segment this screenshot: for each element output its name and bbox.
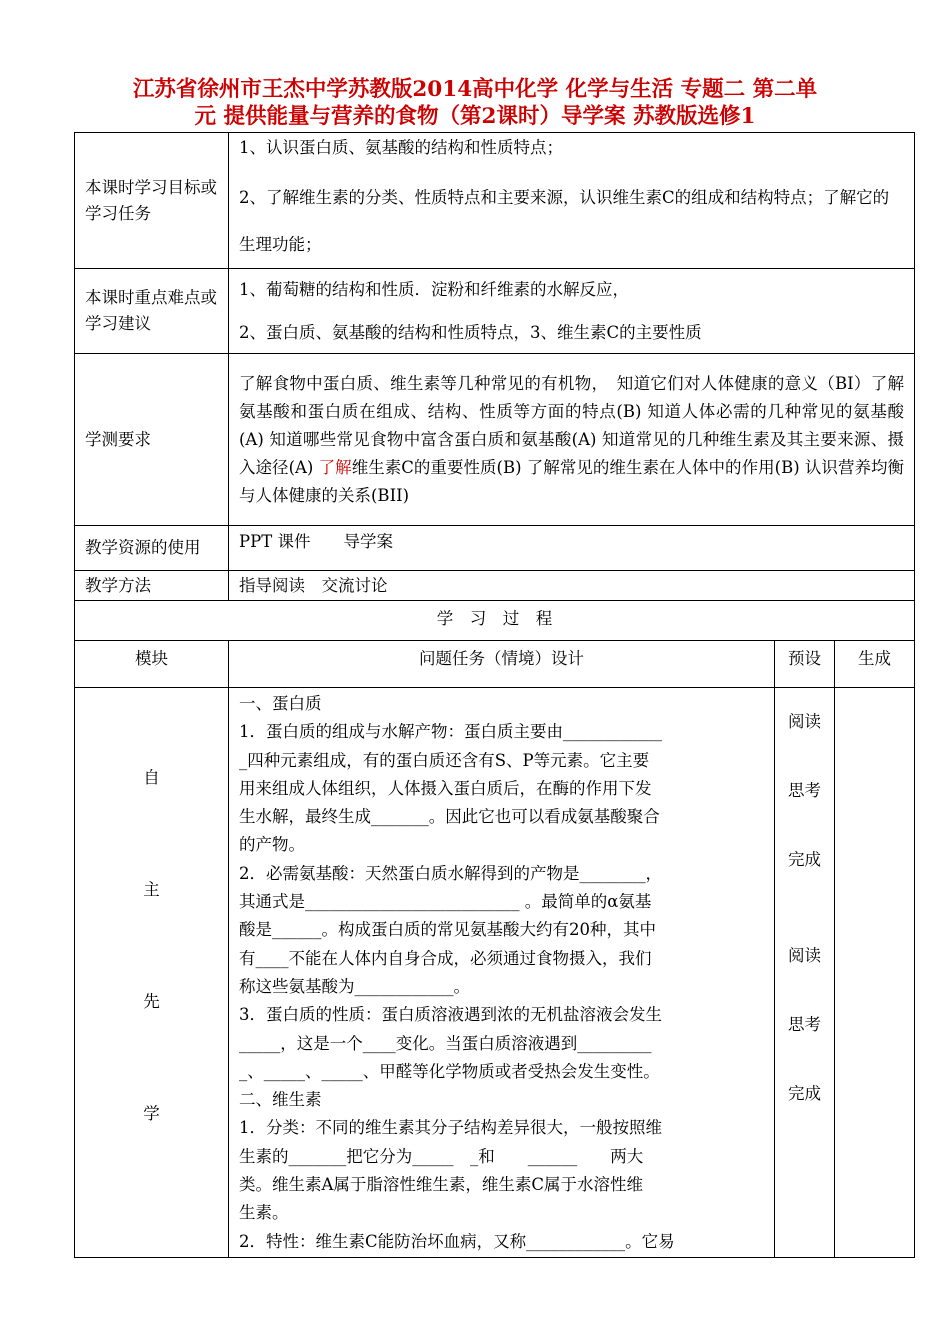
col-design: 问题任务（情境）设计: [229, 641, 775, 688]
module-char-2: 主: [143, 880, 160, 899]
preset-item: 思考: [788, 781, 821, 800]
design-line: 二、维生素: [239, 1090, 322, 1110]
design-line: 的产物。: [239, 835, 305, 855]
title-line-1: 江苏省徐州市王杰中学苏教版2014高中化学 化学与生活 专题二 第二单: [132, 77, 818, 102]
resources-value: PPT 课件 导学案: [229, 526, 915, 571]
col-preset: 预设: [775, 641, 835, 688]
preset-item: 思考: [788, 1015, 821, 1034]
requirements-label: 学测要求: [75, 354, 229, 526]
design-line: 2．特性：维生素C能防治坏血病，又称____________。它易: [239, 1231, 675, 1251]
col-module: 模块: [75, 641, 229, 688]
methods-value: 指导阅读 交流讨论: [229, 571, 915, 601]
keypoints-content: [229, 269, 915, 354]
module-char-4: 学: [143, 1104, 160, 1123]
design-line: 用来组成人体组织，人体摄入蛋白质后，在酶的作用下发: [239, 778, 652, 798]
requirements-text-b: 维生素C的重要性质(B) 了解常见的维生素在人体中的作用(B) 认识营养均衡与人体健康的关系(BII): [239, 457, 905, 505]
design-line: 一、蛋白质: [239, 694, 322, 713]
requirements-text-a: 了解食物中蛋白质、维生素等几种常见的有机物， 知道它们对人体健康的意义（BI）了解氨基酸和蛋白质在组成、结构、性质等方面的特点(B) 知道人体必需的几种常见的氨基酸(A) 知道哪些常见食物中富含蛋白质和氨基酸(A) 知道常见的几种维生素及其主要来源、摄入途径(A): [239, 373, 905, 477]
methods-row: [75, 571, 915, 601]
keypoints-row: [75, 269, 915, 354]
design-cell: [229, 688, 775, 1258]
requirements-row: [75, 354, 915, 526]
requirements-content: [229, 354, 915, 526]
lesson-plan-table: [74, 132, 915, 1258]
design-line: _四种元素组成，有的蛋白质还含有S、P等元素。它主要: [239, 750, 650, 770]
objectives-item-2: 2、了解维生素的分类、性质特点和主要来源，认识维生素C的组成和结构特点；了解它的生理功能；: [239, 188, 890, 254]
preset-item: 完成: [788, 1084, 821, 1103]
methods-label: 教学方法: [75, 571, 229, 601]
column-header-row: [75, 641, 915, 688]
preset-item: 阅读: [788, 712, 821, 731]
design-line: 生素的_______把它分为_____ _和 ______ 两大: [239, 1146, 644, 1166]
col-generate: 生成: [835, 641, 915, 688]
document-title: [0, 76, 950, 130]
keypoints-item-2: 2、蛋白质、氨基酸的结构和性质特点，3、维生素C的主要性质: [239, 323, 702, 342]
design-line: 生水解，最终生成_______。因此它也可以看成氨基酸聚合: [239, 807, 660, 827]
design-line: 生素。: [239, 1203, 289, 1223]
resources-row: [75, 526, 915, 571]
module-cell: [75, 688, 229, 1258]
objectives-label: 本课时学习目标或学习任务: [75, 133, 229, 269]
generate-cell: [835, 688, 915, 1258]
design-line: 酸是______。构成蛋白质的常见氨基酸大约有20种，其中: [239, 920, 656, 940]
objectives-content: [229, 133, 915, 269]
design-line: 3．蛋白质的性质：蛋白质溶液遇到浓的无机盐溶液会发生: [239, 1005, 662, 1025]
design-line: 2．必需氨基酸：天然蛋白质水解得到的产物是________，: [239, 863, 662, 883]
preset-item: 阅读: [788, 946, 821, 965]
objectives-item-1: 1、认识蛋白质、氨基酸的结构和性质特点；: [239, 138, 563, 157]
design-line: 类。维生素A属于脂溶性维生素，维生素C属于水溶性维: [239, 1175, 644, 1195]
keypoints-item-1: 1、葡萄糖的结构和性质．淀粉和纤维素的水解反应，: [239, 280, 629, 299]
module-char-3: 先: [143, 992, 160, 1011]
design-line: _、_____、_____、甲醛等化学物质或者受热会发生变性。: [239, 1061, 660, 1081]
design-line: 其通式是__________________________ 。最简单的α氨基: [239, 892, 652, 912]
design-line: 1．分类：不同的维生素其分子结构差异很大，一般按照维: [239, 1118, 662, 1138]
design-line: 1．蛋白质的组成与水解产物：蛋白质主要由____________: [239, 722, 662, 742]
module-char-1: 自: [143, 768, 160, 787]
process-header: 学 习 过 程: [75, 601, 915, 641]
design-line: _____，这是一个____变化。当蛋白质溶液遇到_________: [239, 1033, 652, 1053]
design-line: 有____不能在人体内自身合成，必须通过食物摄入，我们: [239, 948, 652, 968]
objectives-row: [75, 133, 915, 269]
requirements-text-highlight: 了解: [318, 457, 352, 477]
process-header-row: [75, 601, 915, 641]
self-study-row: [75, 688, 915, 1258]
design-line: 称这些氨基酸为____________。: [239, 976, 470, 996]
keypoints-label: 本课时重点难点或学习建议: [75, 269, 229, 354]
preset-cell: [775, 688, 835, 1258]
title-line-2: 元 提供能量与营养的食物（第2课时）导学案 苏教版选修1: [194, 104, 756, 129]
preset-item: 完成: [788, 850, 821, 869]
resources-label: 教学资源的使用: [75, 526, 229, 571]
